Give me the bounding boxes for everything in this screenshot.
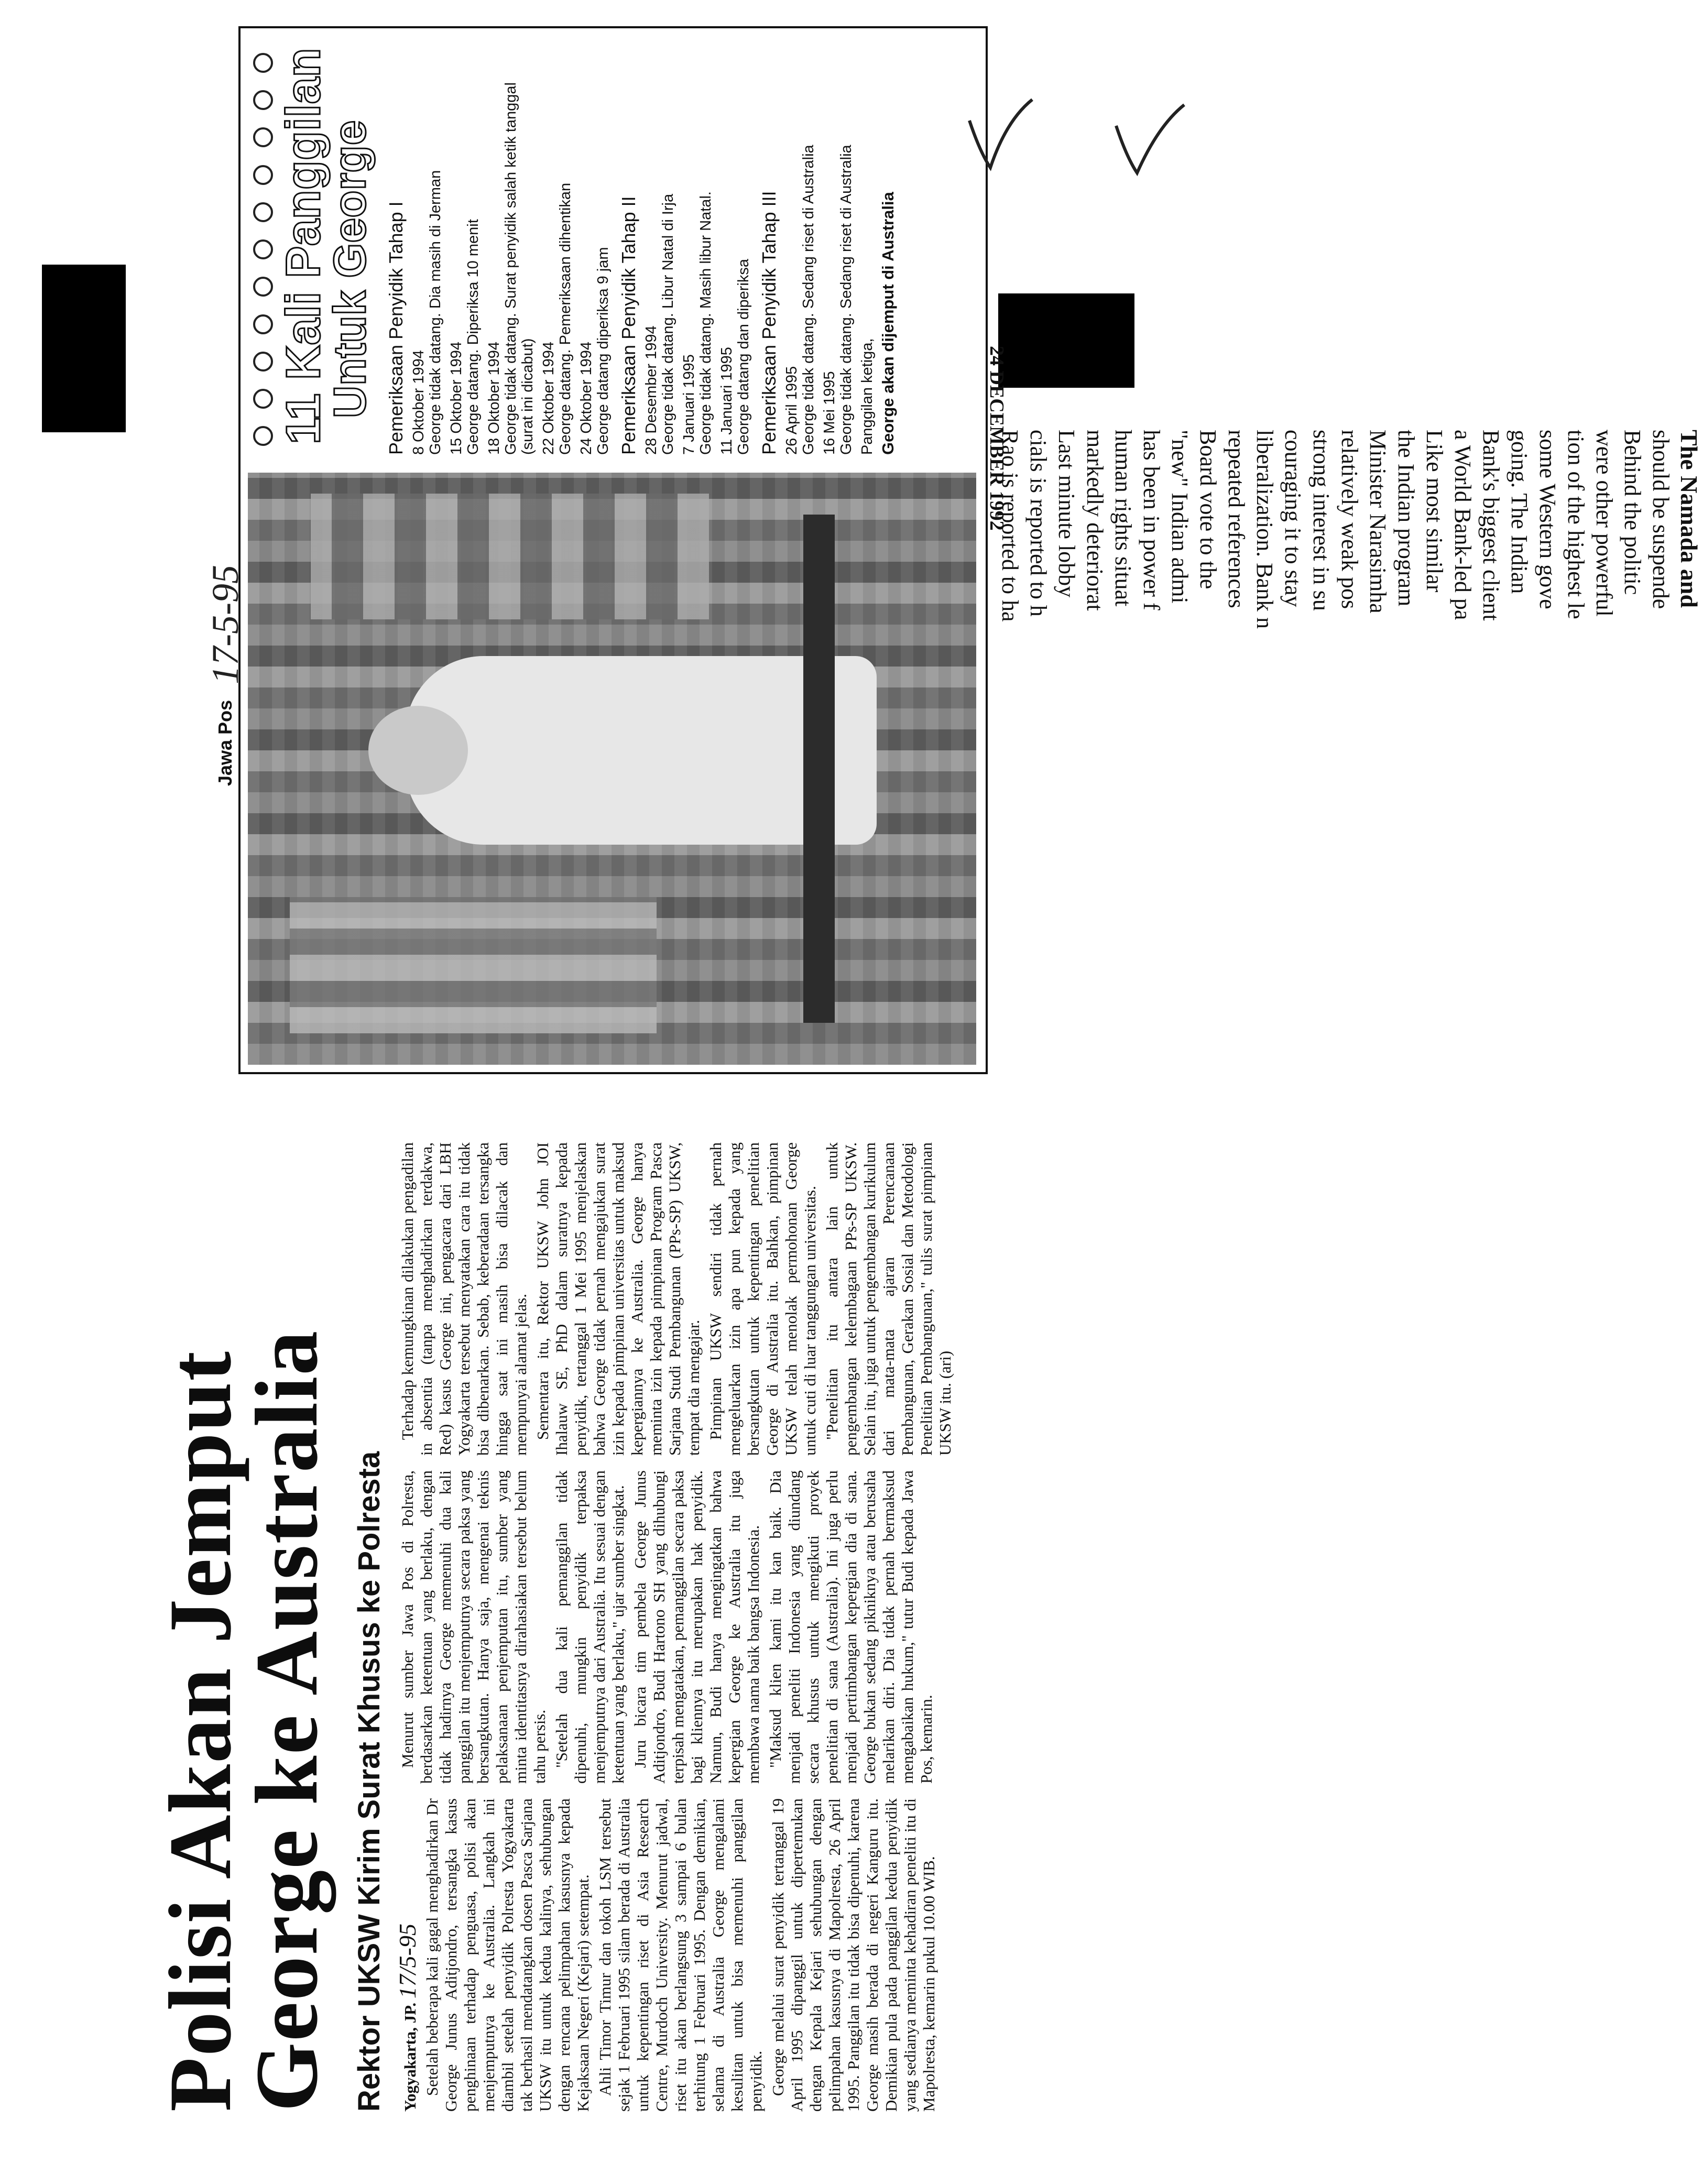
neighbor-line: liberalization. Bank n <box>1252 430 1278 629</box>
article-column-3 <box>398 1142 1216 1456</box>
neighbor-line: Rao is reported to ha <box>997 430 1023 622</box>
stage-heading: Pemeriksaan Penyidik Tahap III <box>758 191 780 455</box>
headline-line-1: Polisi Akan Jemput <box>151 1350 249 2112</box>
neighbor-line: tion of the highest le <box>1563 430 1589 619</box>
article-paragraph: Terhadap kemungkinan dilakukan pengadilan in absentia (tanpa menghadirkan terdakwa, Red) kasus George ini, pengacara dari LBH Yogyakarta tersebut menyatakan cara itu tidak bisa dibenarkan. Sebab, keberadaan tersangka hingga saat ini masih bisa dilacak dan mempunyai alamat jelas. <box>398 1142 530 1456</box>
neighbor-line: should be suspende <box>1648 430 1674 609</box>
article-paragraph: Pimpinan UKSW sendiri tidak pernah mengeluarkan izin apa pun kepada yang bersangkutan untuk kepentingan penelitian George di Australia itu. Bahkan, pimpinan UKSW telah menolak permohonan George untuk cuti di luar tanggungan universitas. <box>706 1142 819 1456</box>
infobox-footer-line-1: Panggilan ketiga, <box>859 338 876 455</box>
article-paragraph: "Setelah dua kali pemanggilan tidak dipenuhi, mungkin penyidik terpaksa menjemputnya dari Australia. Itu sesuai dengan ketentuan yang berlaku," ujar sumber singkat. <box>552 1470 627 1784</box>
neighbor-line: cials is reported to h <box>1025 430 1051 617</box>
timeline-entry: 11 Januari 1995 George datang dan diperiksa <box>718 258 752 455</box>
neighbor-line: Like most similar <box>1422 430 1447 593</box>
pixelated-photo <box>248 473 976 1065</box>
neighbor-line: human rights situat <box>1110 430 1136 607</box>
neighbor-line: repeated references <box>1224 430 1249 608</box>
article-paragraph: Menurut sumber Jawa Pos di Polresta, berdasarkan ketentuan yang berlaku, dengan tidak hadirnya George memenuhi dua kali panggilan itu menjemputnya secara paksa yang bersangkutan. Hanya saja, mengenai teknis pelaksanaan penjemputan itu, sumber yang minta identitasnya dirahasiakan tersebut belum tahu persis. <box>398 1470 549 1784</box>
scan-black-mark-right <box>998 293 1134 388</box>
handwritten-check-marks <box>959 89 1221 194</box>
article-paragraph: George melalui surat penyidik tertanggal 19 April 1995 dipanggil untuk dipertemukan dengan Kepala Kejari sehubungan dengan pelimpahan kasusnya di Mapolresta, 26 April 1995. Panggilan itu tidak bisa dipenuhi, karena George masih berada di negeri Kanguru itu. Demikian pula pada panggilan kedua penyidik yang sedianya meminta kehadiran peneliti itu di Mapolresta, kemarin pukul 10.00 WIB. <box>769 1798 938 2112</box>
neighbor-line: strong interest in su <box>1308 430 1334 611</box>
timeline-entry: 18 Oktober 1994 George tidak datang. Surat penyidik salah ketik tanggal (surat ini dicabut) <box>486 82 536 455</box>
infobox-title-line-1: 11 Kali Panggilan <box>277 48 330 444</box>
neighbor-line: some Western gove <box>1535 430 1560 609</box>
source-caption <box>202 493 249 786</box>
neighbor-date: 24 DECEMBER 1992 <box>986 346 1008 531</box>
timeline-entry: 8 Oktober 1994 George tidak datang. Dia masih di Jerman <box>410 170 444 455</box>
notebook-spiral-decoration <box>253 44 272 455</box>
neighbor-line: couraging it to stay <box>1280 430 1306 607</box>
timeline-entry: 22 Oktober 1994 George datang. Pemeriksaan dihentikan <box>540 182 574 455</box>
neighbor-line: a World Bank-led pa <box>1450 430 1476 620</box>
article-paragraph: Juru bicara tim pembela George Junus Aditjondro, Budi Hartono SH yang dihubungi terpisah mengatakan, pemanggilan secara paksa bagi kliennya itu merupakan hak penyidik. Namun, Budi hanya mengingatkan bahwa kepergian George ke Australia itu juga membawa nama baik bangsa Indonesia. <box>631 1470 762 1784</box>
neighbor-line: the Indian program <box>1393 430 1419 607</box>
timeline-infobox <box>248 35 976 464</box>
stage-heading: Pemeriksaan Penyidik Tahap I <box>385 201 407 455</box>
neighbor-line: Last minute lobby <box>1054 430 1079 598</box>
neighbor-line: were other powerful <box>1591 430 1617 617</box>
timeline-entry: 24 Oktober 1994 George datang diperiksa 9 jam <box>578 247 612 455</box>
article-paragraph: "Penelitian itu antara lain untuk pengembangan kelembagaan PPs-SP UKSW. Selain itu, juga untuk pengembangan kurikulum dari mata-mata ajaran Perencanaan Pembangunan, Gerakan Sosial dan Metodologi Penelitian Pembangunan," tulis surat pimpinan UKSW itu. (ari) <box>823 1142 954 1456</box>
neighbor-line: relatively weak pos <box>1337 430 1362 609</box>
timeline-entry: 15 Oktober 1994 George datang. Diperiksa 10 menit <box>448 219 482 455</box>
photo-infobox <box>238 26 988 1074</box>
infobox-footer-line-2: George akan dijemput di Australia <box>879 192 897 455</box>
article-paragraph: Sementara itu, Rektor UKSW John JOI Ihalauw SE, PhD dalam suratnya kepada penyidik, tertanggal 1 Mei 1995 menjelaskan bahwa George tidak pernah mengajukan surat izin kepada pimpinan universitas untuk maksud kepergiannya ke Australia. George hanya meminta izin kepada pimpinan Program Pasca Sarjana Studi Pembangunan (PPs-SP) UKSW, tempat dia mengajar. <box>533 1142 703 1456</box>
article-paragraph: Setelah beberapa kali gagal menghadirkan Dr George Junus Aditjondro, tersangka kasus penghinaan terhadap penguasa, polisi akan menjemputnya ke Australia. Langkah ini diambil setelah penyidik Polresta Yogyakarta tak berhasil mendatangkan dosen Pasca Sarjana UKSW itu untuk kedua kalinya, sehubungan dengan rencana pelimpahan kasusnya kepada Kejaksaan Negeri (Kejari) setempat. <box>423 1798 592 2112</box>
handwritten-date-inline: 17/5-95 <box>394 1924 421 1999</box>
source-handwritten-date: 17-5-95 <box>204 564 246 684</box>
neighbor-line: going. The Indian <box>1506 430 1532 594</box>
source-paper: Jawa Pos <box>214 700 236 786</box>
neighbor-line: Behind the politic <box>1620 430 1645 595</box>
scan-black-mark-left <box>42 265 126 432</box>
article-dateline-paragraph <box>394 1798 421 2112</box>
neighbor-line: has been in power f <box>1139 430 1164 610</box>
dateline: Yogyakarta, JP. <box>401 2002 419 2112</box>
timeline-entry: 7 Januari 1995 George tidak datang. Masih libur Natal. <box>681 191 714 455</box>
neighbor-heading: The Namada and <box>1676 430 1702 608</box>
stage-heading: Pemeriksaan Penyidik Tahap II <box>618 196 639 455</box>
subheadline-block <box>351 1116 393 2112</box>
headline-line-2: George ke Australia <box>237 1329 336 2112</box>
article-paragraph: "Maksud klien kami itu kan baik. Dia menjadi peneliti Indonesia yang diundang secara khusus untuk mengikuti proyek penelitian di sana (Australia). Ini juga perlu menjadi pertimbangan kepergian dia di sana. George bukan sedang pikniknya atau berusaha melarikan diri. Dia tidak pernah bermaksud mengabaikan hukum," tutur Budi kepada Jawa Pos, kemarin. <box>766 1470 935 1784</box>
neighbor-article-fragment <box>996 430 1702 1127</box>
timeline-entry: 28 Desember 1994 George tidak datang. Libur Natal di Irja <box>643 193 676 455</box>
article-paragraph: Ahli Timor Timur dan tokoh LSM tersebut sejak 1 Februari 1995 silam berada di Australia untuk kepentingan riset di Asia Research Centre, Murdoch University. Menurut jadwal, riset itu akan berlangsung 3 sampai 6 bulan terhitung 1 Februari 1995. Dengan demikian, selama di Australia George mengalami kesulitan untuk bisa memenuhi panggilan penyidik. <box>596 1798 765 2112</box>
article-body <box>394 1142 1216 2112</box>
neighbor-line: Board vote to the <box>1195 430 1221 589</box>
timeline-entry: 16 Mei 1995 George tidak datang. Sedang riset di Australia <box>821 145 855 455</box>
infobox-title-line-2: Untuk George <box>325 120 375 418</box>
article-column-1 <box>394 1798 1216 2112</box>
subheadline: Rektor UKSW Kirim Surat Khusus ke Polresta <box>352 1451 386 2112</box>
article-column-2 <box>398 1470 1216 1784</box>
neighbor-line: markedly deteriorat <box>1082 430 1108 611</box>
timeline-entry: 26 April 1995 George tidak datang. Sedang riset di Australia <box>783 145 817 455</box>
neighbor-line: "new" Indian admi <box>1167 430 1193 604</box>
headline-block <box>151 1116 367 2112</box>
neighbor-line: Minister Narasimha <box>1365 430 1391 614</box>
neighbor-line: Bank's biggest client <box>1478 430 1504 621</box>
